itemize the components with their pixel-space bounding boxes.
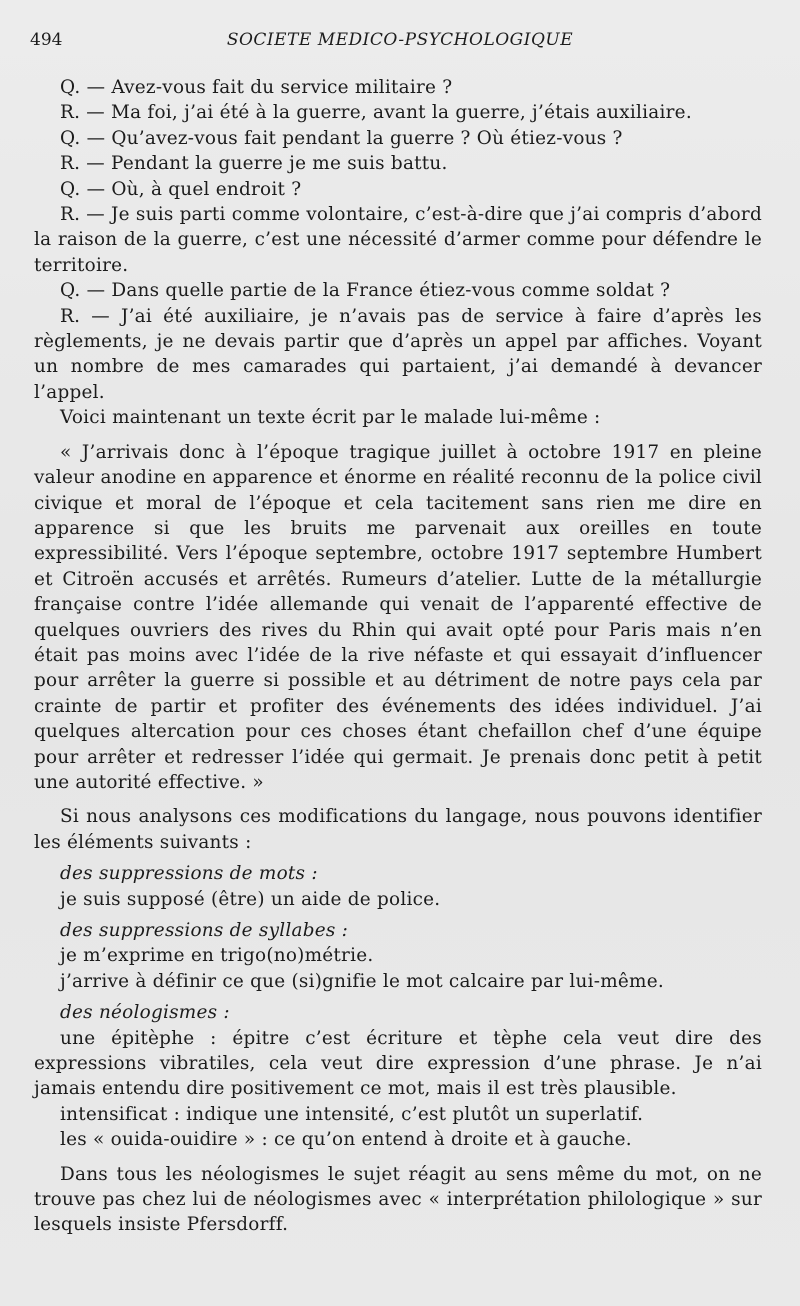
dialogue-line: R. — Ma foi, j’ai été à la guerre, avant la guerre, j’étais auxiliaire. xyxy=(60,102,692,124)
patient-written-text: « J’arrivais donc à l’époque tragique juillet à octobre 1917 en pleine valeur anodine en apparence et énorme en réalité reconnu de la police civil civique et moral de l’époque et cela tacitement sans rien me dire en apparence si que les bruits me parvenait aux oreilles en toute expressibilité. Vers l’époque septembre, octobre 1917 septembre Humbert et Citroën accusés et arrêtés. Rumeurs d’atelier. Lutte de la métallurgie française contre l’idée allemande qui venait de l’apparenté effective de quelques ouvriers des rives du Rhin qui avait opté pour Paris mais n’en était pas moins avec l’idée de la rive néfaste et qui essayait d’influencer pour arrêter la guerre si possible et au détriment de notre pays cela par crainte de partir et profiter des événements des idées individuel. J’ai quelques altercation pour ces choses étant chefaillon chef d’une équipe pour arrêter et redresser l’idée qui germait. Je prenais donc petit à petit une autorité effective. » xyxy=(34,441,762,793)
conclusion-paragraph: Dans tous les néologismes le sujet réagit au sens même du mot, on ne trouve pas chez lui de néologismes avec « interprétation philologique » sur lesquels insiste Pfersdorff. xyxy=(34,1163,762,1236)
section-heading-syllable-suppressions: des suppressions de syllabes : xyxy=(60,920,349,941)
dialogue-line: R. — Pendant la guerre je me suis battu. xyxy=(60,153,448,175)
example-line: je m’exprime en trigo(no)métrie. xyxy=(60,945,374,967)
dialogue-line: Q. — Où, à quel endroit ? xyxy=(60,178,302,200)
intro-paragraph: Voici maintenant un texte écrit par le malade lui-même : xyxy=(60,407,601,429)
running-title: SOCIETE MEDICO-PSYCHOLOGIQUE xyxy=(226,30,574,50)
page-body xyxy=(34,75,762,1238)
dialogue-line: Q. — Qu’avez-vous fait pendant la guerre ? Où étiez-vous ? xyxy=(60,127,623,149)
dialogue-line: R. — J’ai été auxiliaire, je n’avais pas de service à faire d’après les règlements, je ne devais partir que d’après un appel par affiches. Voyant un nombre de mes camarades qui partaient, j’ai demandé à devancer l’appel. xyxy=(34,305,762,403)
interview-dialogue xyxy=(34,75,762,405)
example-paragraph: une épitèphe : épitre c’est écriture et tèphe cela veut dire des expressions vibratiles, cela veut dire expression d’une phrase. Je n’ai jamais entendu dire positivement ce mot, mais il est très plausible. xyxy=(34,1027,762,1100)
page-header xyxy=(30,30,770,56)
example-line: les « ouida-ouidire » : ce qu’on entend à droite et à gauche. xyxy=(60,1129,632,1151)
example-line: j’arrive à définir ce que (si)gnifie le mot calcaire par lui-même. xyxy=(60,970,664,992)
example-line: je suis supposé (être) un aide de police. xyxy=(60,888,441,910)
section-heading-word-suppressions: des suppressions de mots : xyxy=(60,863,318,885)
dialogue-line: Q. — Avez-vous fait du service militaire ? xyxy=(60,77,453,98)
dialogue-line: Q. — Dans quelle partie de la France étiez-vous comme soldat ? xyxy=(60,280,671,302)
page-number: 494 xyxy=(30,30,63,50)
example-line: intensificat : indique une intensité, c’est plutôt un superlatif. xyxy=(60,1103,644,1125)
section-heading-neologisms: des néologismes : xyxy=(60,1002,230,1024)
dialogue-line: R. — Je suis parti comme volontaire, c’est-à-dire que j’ai compris d’abord la raison de la guerre, c’est une nécessité d’armer comme pour défendre le territoire. xyxy=(34,204,762,276)
analysis-paragraph: Si nous analysons ces modifications du langage, nous pouvons identifier les éléments suivants : xyxy=(34,806,762,853)
